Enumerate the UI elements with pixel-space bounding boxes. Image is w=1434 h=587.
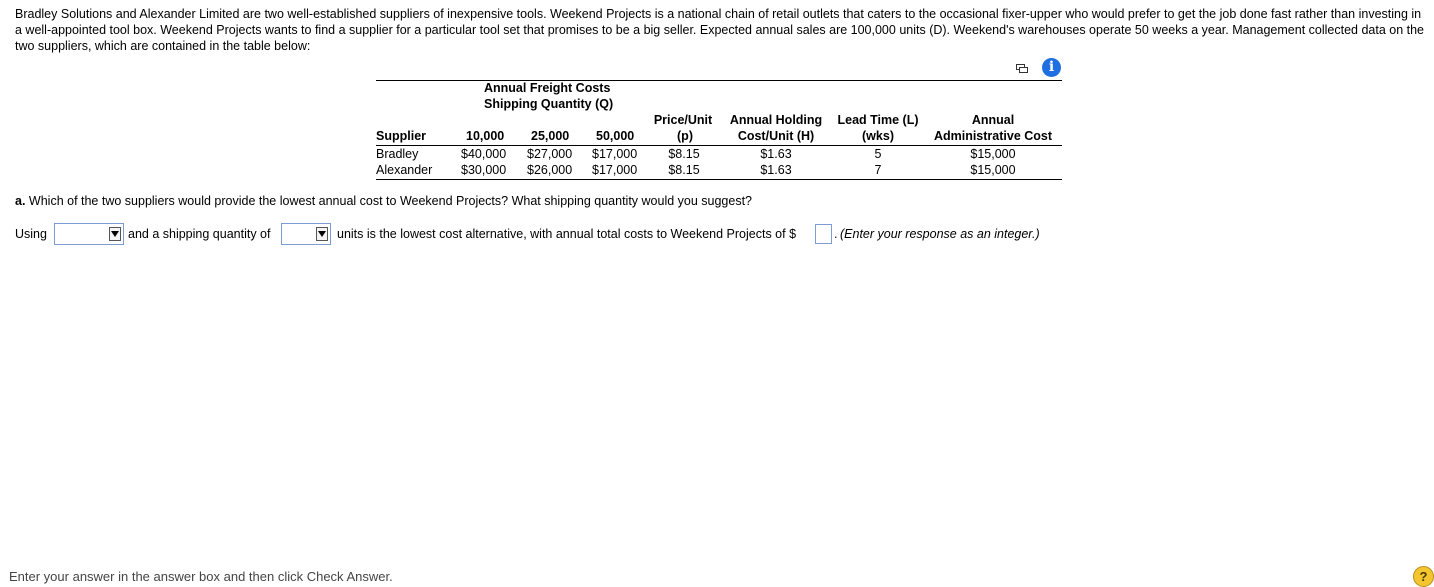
row-alexander-q1: $30,000 xyxy=(461,163,507,177)
admin-header-line1: Annual xyxy=(971,113,1015,127)
dropdown-arrow-icon[interactable] xyxy=(109,227,121,241)
toolbar xyxy=(1012,58,1062,78)
using-label: Using xyxy=(15,227,47,241)
holding-header-line1: Annual Holding xyxy=(729,113,823,127)
qty-header-50000: 50,000 xyxy=(596,129,635,143)
shipping-qty-dropdown[interactable] xyxy=(281,223,331,245)
problem-intro: Bradley Solutions and Alexander Limited are two well-established suppliers of inexpensive tools. Weekend Projects is a national chain of retail outlets that caters to the occasional fixer-upper who would prefer to get the job done fast rather than investing in a well-appointed tool box. Weekend Projects wants to find a supplier for a particular tool set that promises to be a big seller. Expected annual sales are 100,000 units (D). Weekend's warehouses operate 50 weeks a year. Management collected data on the two suppliers, which are contained in the table below: xyxy=(15,7,1424,53)
table-header-rule xyxy=(376,145,1062,146)
info-icon[interactable]: i xyxy=(1042,58,1061,77)
holding-header-line2: Cost/Unit (H) xyxy=(737,129,815,143)
table-top-rule xyxy=(376,80,1062,81)
period-text: . xyxy=(834,227,838,241)
row-alexander-lead: 7 xyxy=(874,163,882,177)
qty-header-10000: 10,000 xyxy=(466,129,505,143)
row-alexander-q2: $26,000 xyxy=(527,163,573,177)
shipping-qty-label: and a shipping quantity of xyxy=(128,227,271,241)
supplier-data-table xyxy=(376,78,1062,182)
row-bradley-lead: 5 xyxy=(874,147,882,161)
row-bradley-supplier: Bradley xyxy=(376,147,419,161)
units-text: units is the lowest cost alternative, with annual total costs to Weekend Projects of $ xyxy=(337,227,797,241)
row-alexander-admin: $15,000 xyxy=(970,163,1016,177)
question-a xyxy=(15,193,752,209)
price-header-line2: (p) xyxy=(677,129,693,143)
question-text: Which of the two suppliers would provide the lowest annual cost to Weekend Projects? What shipping quantity would you suggest? xyxy=(25,194,753,208)
row-alexander-supplier: Alexander xyxy=(376,163,433,177)
answer-row xyxy=(15,222,1115,246)
price-header-line1: Price/Unit xyxy=(653,113,713,127)
admin-header-line2: Administrative Cost xyxy=(933,129,1053,143)
freight-header-line1: Annual Freight Costs xyxy=(484,81,611,95)
row-bradley-q3: $17,000 xyxy=(592,147,638,161)
question-label: a. xyxy=(15,194,26,208)
row-alexander-price: $8.15 xyxy=(668,163,700,177)
copy-icon[interactable] xyxy=(1016,64,1028,73)
dropdown-arrow-icon[interactable] xyxy=(316,227,328,241)
annual-cost-input[interactable] xyxy=(815,224,832,244)
supplier-header: Supplier xyxy=(376,129,427,143)
table-bottom-rule xyxy=(376,179,1062,180)
help-icon[interactable]: ? xyxy=(1413,566,1434,587)
row-bradley-price: $8.15 xyxy=(668,147,700,161)
row-alexander-q3: $17,000 xyxy=(592,163,638,177)
row-bradley-admin: $15,000 xyxy=(970,147,1016,161)
row-bradley-q1: $40,000 xyxy=(461,147,507,161)
integer-hint: (Enter your response as an integer.) xyxy=(840,227,1040,241)
row-bradley-holding: $1.63 xyxy=(760,147,792,161)
footer-instruction: Enter your answer in the answer box and then click Check Answer. xyxy=(9,569,393,584)
lead-header-line1: Lead Time (L) xyxy=(837,113,919,127)
row-alexander-holding: $1.63 xyxy=(760,163,792,177)
supplier-dropdown[interactable] xyxy=(54,223,124,245)
lead-header-line2: (wks) xyxy=(862,129,894,143)
freight-header-line2: Shipping Quantity (Q) xyxy=(484,97,614,111)
row-bradley-q2: $27,000 xyxy=(527,147,573,161)
qty-header-25000: 25,000 xyxy=(531,129,570,143)
